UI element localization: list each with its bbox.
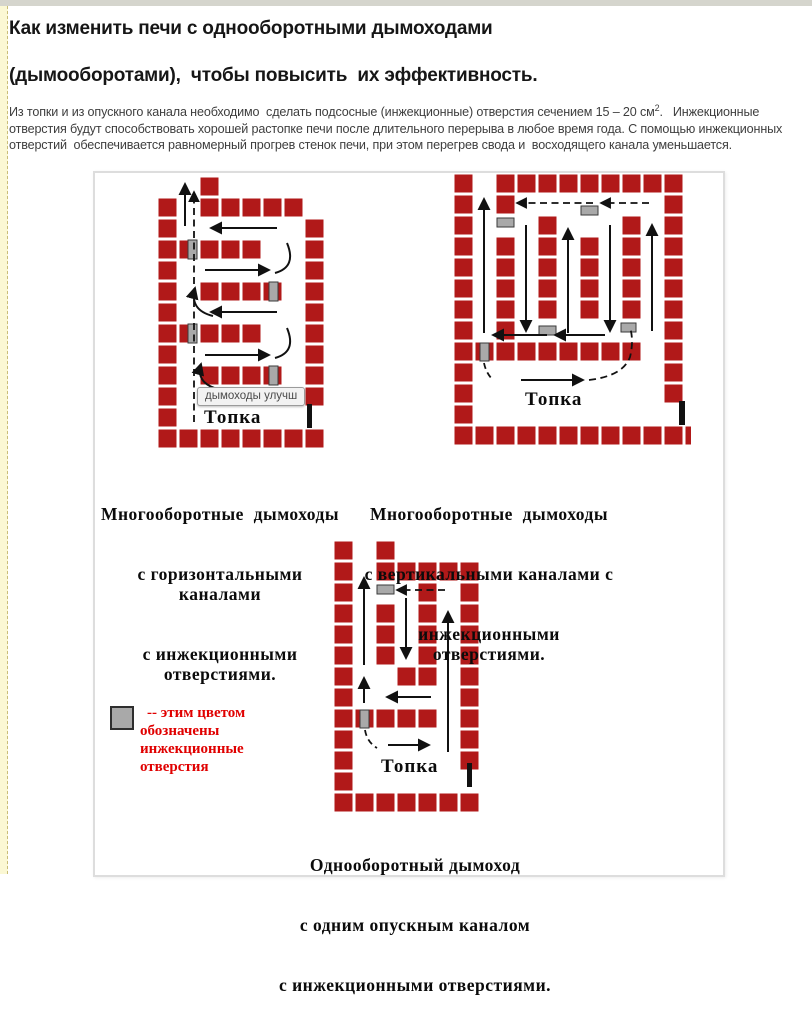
caption-line: с инжекционными отверстиями. bbox=[278, 974, 552, 995]
damper-bar bbox=[467, 763, 472, 787]
damper-bar bbox=[679, 401, 685, 425]
intro-text-b: . Инжекционные отверстия будут способствовать хорошей растопке печи после длительного перерыва в любое время года. С помощью инжекционных отверстий обеспечивается равномерный прогрев стенок печи, при этом перегрев свода и восходящего канала уменьшается. bbox=[9, 105, 786, 153]
stove-diagram-vertical-channels bbox=[453, 173, 691, 446]
intro-paragraph bbox=[9, 100, 807, 154]
legend-text bbox=[140, 704, 340, 776]
caption-line: с горизонтальными каналами bbox=[137, 563, 308, 604]
page-title-line2: (дымооборотами), чтобы повысить их эффективность. bbox=[9, 65, 538, 86]
caption-line: Однооборотный дымоход bbox=[309, 854, 521, 875]
legend-line: отверстия bbox=[140, 758, 209, 775]
caption-stove3 bbox=[270, 815, 560, 1035]
legend-line: -- этим цветом bbox=[147, 704, 246, 721]
stove-diagram-horizontal-channels bbox=[157, 176, 325, 449]
injection-holes-legend bbox=[110, 704, 340, 776]
flow-arrows bbox=[185, 184, 290, 422]
caption-stove1 bbox=[95, 464, 345, 724]
caption-line: с инжекционными отверстиями. bbox=[142, 643, 303, 684]
caption-line: Многооборотные дымоходы bbox=[100, 503, 340, 524]
firebox-label: Топка bbox=[525, 388, 583, 410]
caption-line: с вертикальными каналами с bbox=[364, 563, 614, 584]
caption-line: Многооборотные дымоходы bbox=[369, 503, 609, 524]
legend-color-swatch bbox=[110, 706, 134, 730]
page-title-line1: Как изменить печи с однооборотными дымоходами bbox=[9, 18, 493, 39]
page-left-margin-strip bbox=[0, 6, 8, 874]
intro-superscript: 2 bbox=[654, 103, 660, 113]
intro-text-a: Из топки и из опускного канала необходимо сделать подсосные (инжекционные) отверстия сечением 15 – 20 см bbox=[9, 105, 655, 120]
hover-tooltip: дымоходы улучш bbox=[197, 387, 305, 406]
caption-line: инжекционными отверстиями. bbox=[418, 623, 565, 664]
caption-line: с одним опускным каналом bbox=[299, 914, 531, 935]
firebox-label: Топка bbox=[204, 406, 262, 428]
legend-line: обозначены bbox=[140, 722, 220, 739]
page-content bbox=[9, 6, 809, 995]
damper-bar bbox=[307, 404, 312, 428]
legend-line: инжекционные bbox=[140, 740, 244, 757]
diagrams-panel bbox=[93, 171, 725, 995]
caption-stove2 bbox=[363, 464, 615, 704]
firebox-label: Топка bbox=[381, 755, 439, 777]
